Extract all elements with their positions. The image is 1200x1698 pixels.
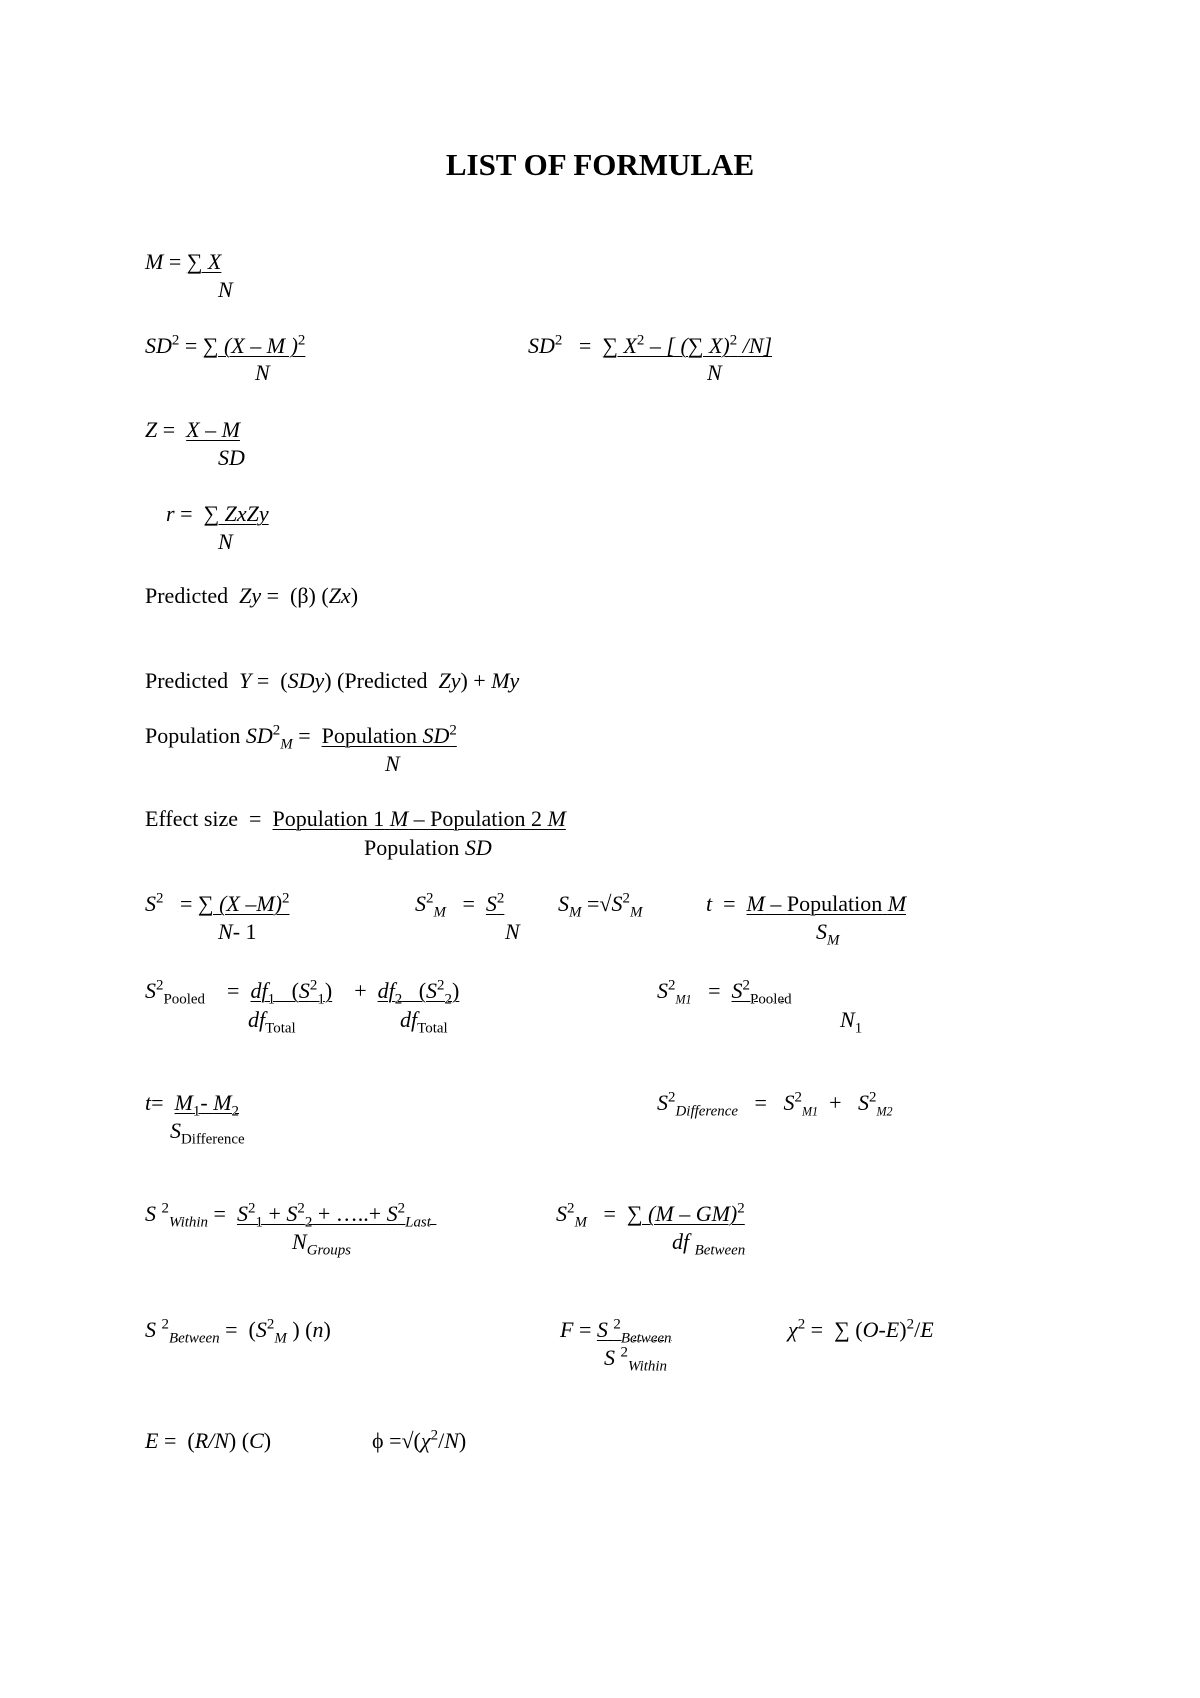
formula-t-single: t = M – Population M <box>706 891 907 916</box>
formula-variance-of-means-anova: $S^2_M$ = ∑ (M – GM)$^2$ <box>556 1200 745 1231</box>
formula-distribution-of-means-variance: Population $SD^2_M$ = Population $SD^2$ <box>145 722 457 753</box>
formula-f-ratio: F = S $^2_{Between}$ <box>560 1316 672 1347</box>
formula-variance: $SD^2$ = ∑ (X – M )$^2$ <box>145 332 306 358</box>
formula-variance-m1-denominator: $N_1$ <box>840 1007 863 1037</box>
formula-variance-within-denominator: $N_{Groups}$ <box>292 1229 351 1259</box>
formula-correlation-denominator: N <box>218 529 233 554</box>
formula-effect-size: Effect size = Population 1 M – Population 2 M <box>145 806 566 831</box>
formula-z-score-denominator: SD <box>218 445 245 470</box>
formula-variance-difference: $S^2_{Difference} = S^2_{M1} + S^2_{M2}$ <box>657 1089 893 1120</box>
formula-pooled-variance-denominator-2: $df_{Total}$ <box>400 1007 448 1037</box>
formula-standard-error: $S_M =√S^2_M$ <box>558 890 643 921</box>
formula-variance-within: S $^2_{Within} = S^2_1 + S^2_2$ + …..+ $S^2_{Last}$ <box>145 1200 431 1231</box>
formula-variance-of-means-denominator: N <box>505 919 520 944</box>
formula-expected-frequency: E = (R/N) (C) <box>145 1428 272 1453</box>
formula-z-score: Z = X – M <box>145 417 240 442</box>
formula-chi-square: $\chi^2$ = ∑ $(O-E)^2/E$ <box>788 1316 934 1342</box>
formula-predicted-zy: Predicted Zy = (β) (Zx) <box>145 583 359 608</box>
formula-variance-between: S $^2_{Between} = (S^2_M$ ) (n) <box>145 1316 331 1347</box>
formula-pooled-variance: $S^2_{Pooled}$ = $df_1$ $(S^2_1)$ + $df_2$ $(S^2_2)$ <box>145 977 460 1008</box>
formula-predicted-y: Predicted Y = (SDy) (Predicted Zy) + My <box>145 668 520 693</box>
formula-variance-denominator: N <box>255 360 270 385</box>
formula-variance-computational-denominator: N <box>707 360 722 385</box>
page-title: LIST OF FORMULAE <box>445 147 755 182</box>
formula-sample-variance: $S^2$ = ∑ (X –M)$^2$ <box>145 890 290 916</box>
formula-effect-size-denominator: Population SD <box>364 835 492 860</box>
formula-sample-variance-denominator: N- 1 <box>218 919 257 944</box>
formula-mean-denominator: N <box>218 277 233 302</box>
formula-variance-of-means-anova-denominator: df $_{Between}$ <box>672 1229 746 1259</box>
formula-mean: M = ∑ X <box>145 249 222 274</box>
formula-t-single-denominator: $S_M$ <box>816 919 840 949</box>
formula-variance-computational: $SD^2$ = ∑ $X^2$ – [ (∑ X)$^2$ /N] <box>528 332 773 358</box>
formula-variance-m1: $S^2_{M1} = S^2_{Pooled}$ <box>657 977 792 1008</box>
formula-distribution-of-means-variance-denominator: N <box>385 751 400 776</box>
formula-phi-coefficient: $\phi =√(\chi^2/N)$ <box>372 1427 467 1453</box>
formula-correlation: r = ∑ ZxZy <box>166 501 269 526</box>
formula-t-independent: $t= M_1-$ $M_2$ <box>145 1090 239 1120</box>
formula-t-independent-denominator: $S_{Difference}$ <box>170 1118 245 1148</box>
formula-pooled-variance-denominator-1: $df_{Total}$ <box>248 1007 296 1037</box>
formula-variance-of-means: $S^2_M = S^2$ <box>415 890 505 921</box>
formula-f-ratio-denominator: S $^2_{Within}$ <box>604 1344 668 1375</box>
